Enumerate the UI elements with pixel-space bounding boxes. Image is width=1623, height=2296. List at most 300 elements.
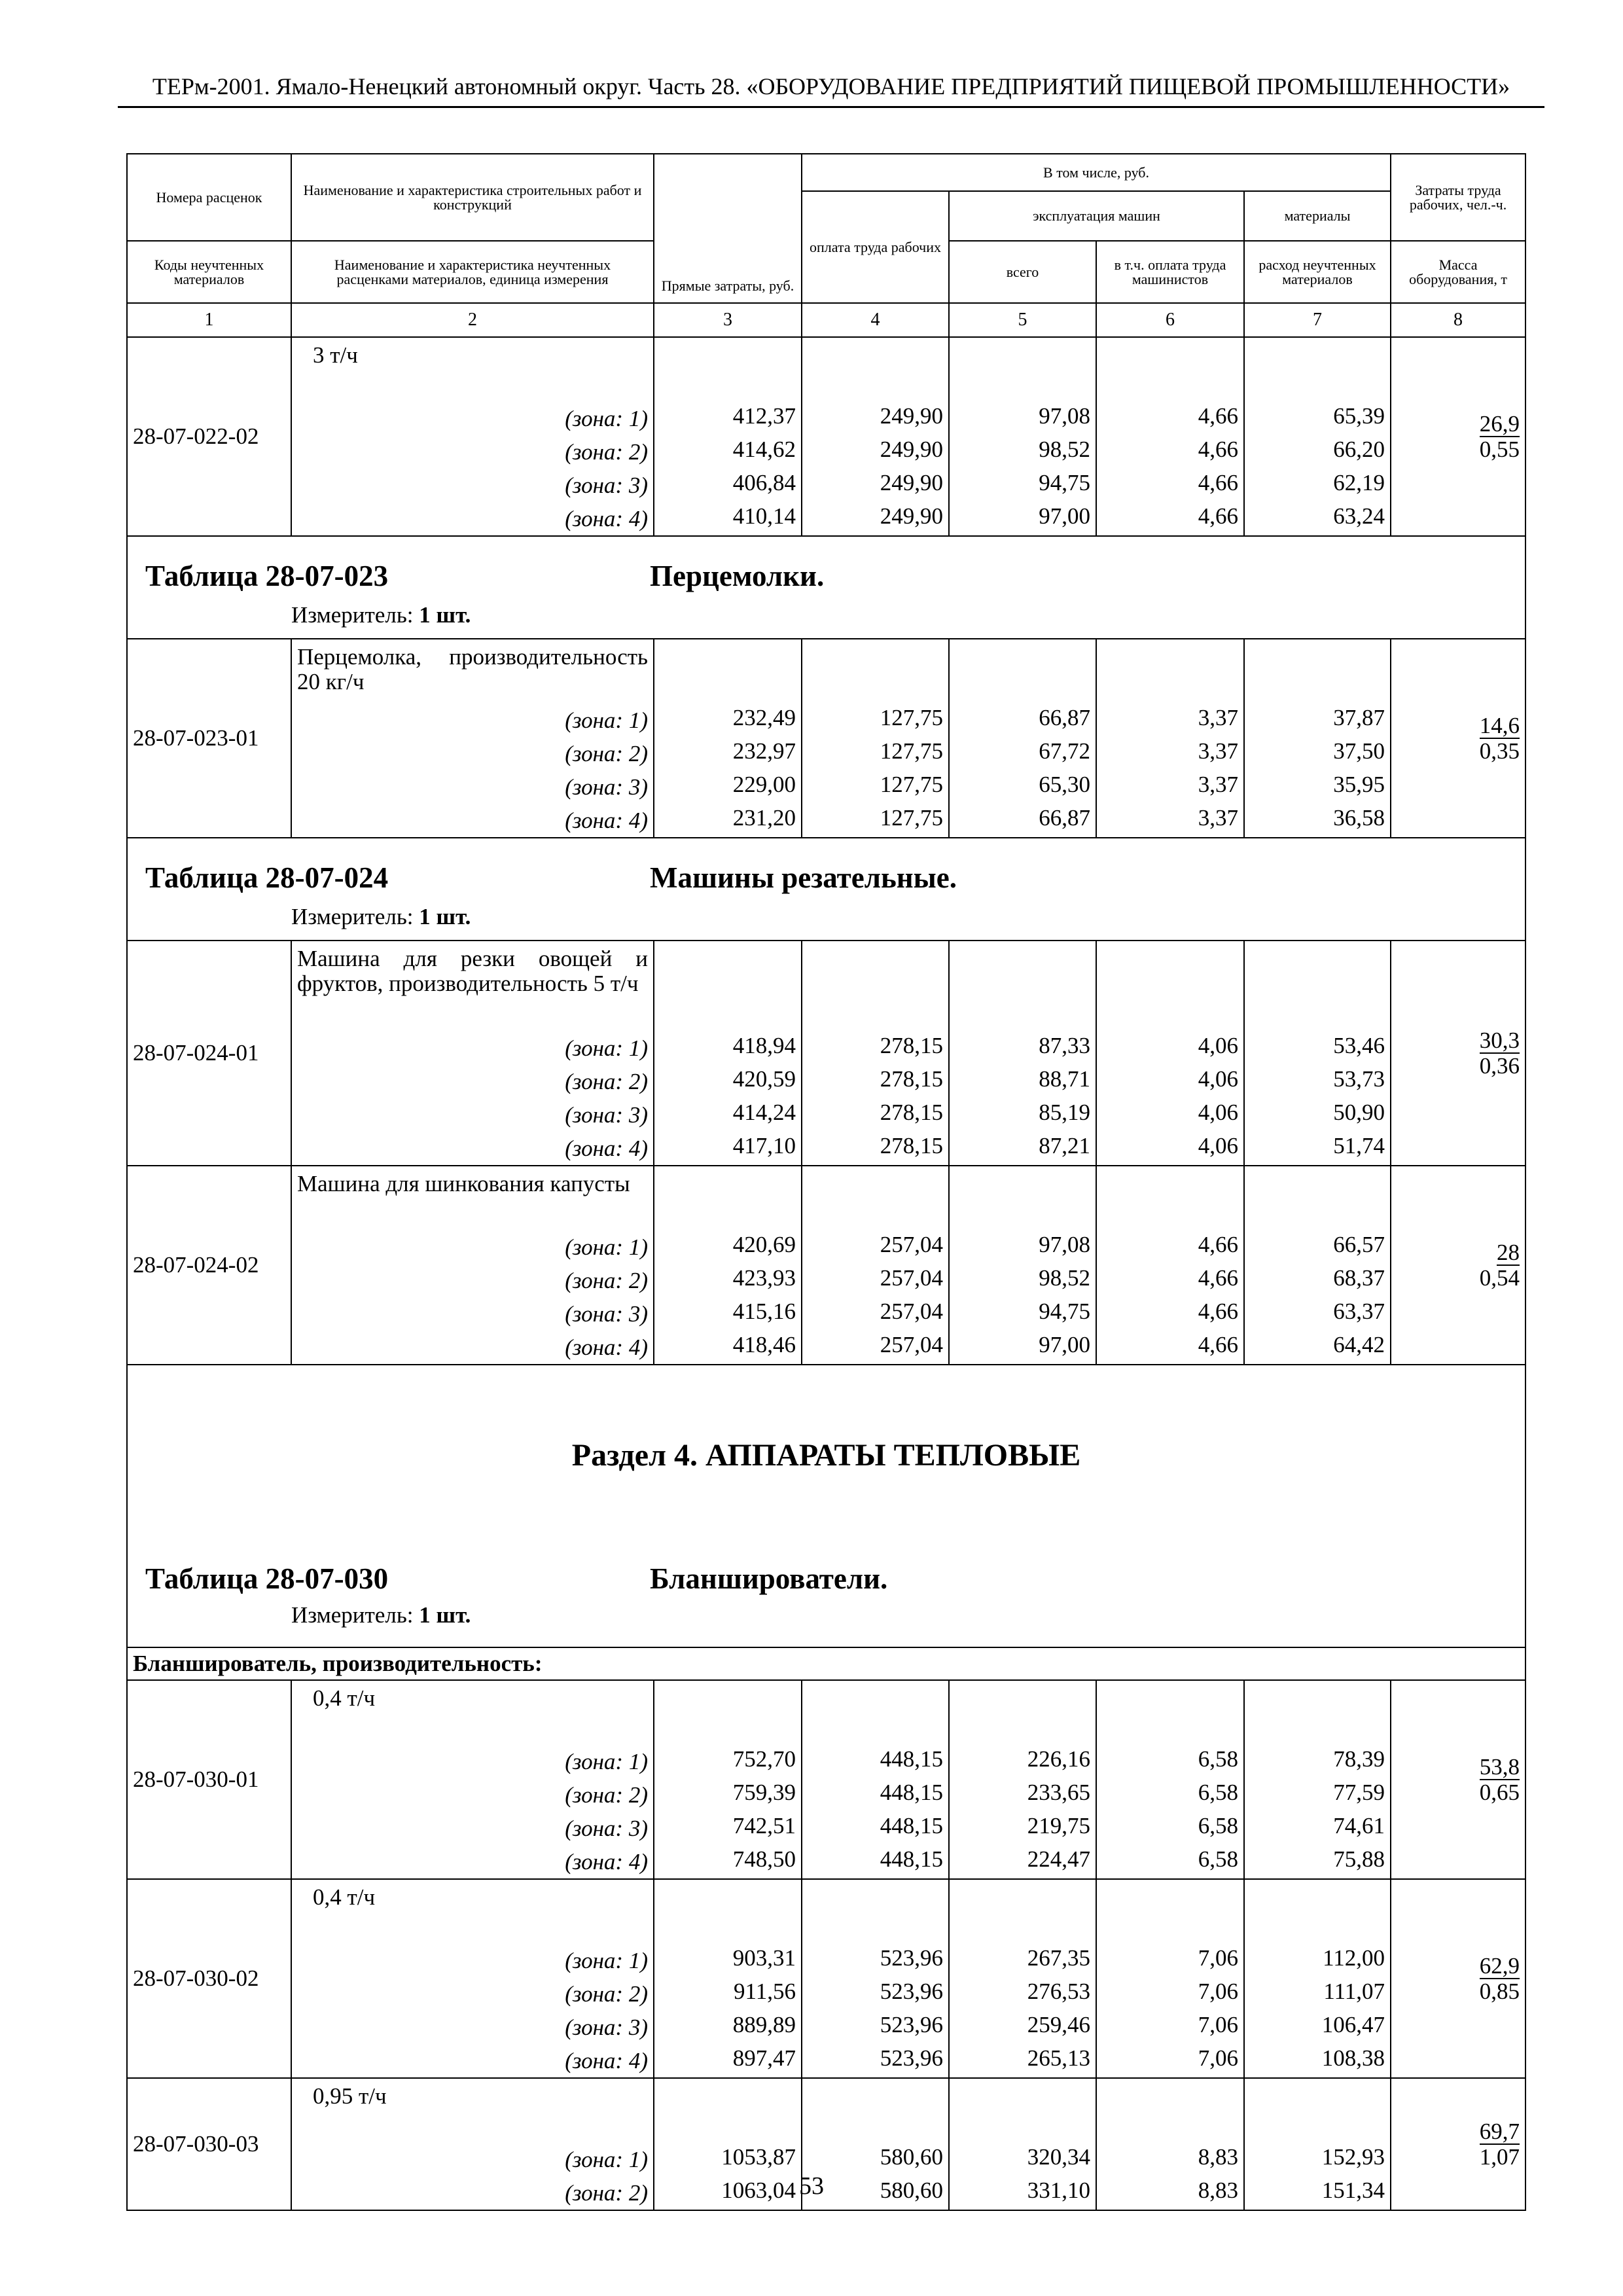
unit-line bbox=[291, 1602, 471, 1628]
table-title-cell bbox=[127, 838, 1525, 941]
spacer bbox=[808, 340, 943, 399]
cost-value: 276,53 bbox=[1027, 1979, 1090, 2004]
column-number: 5 bbox=[949, 303, 1096, 337]
cost-value: 87,21 bbox=[1039, 1133, 1090, 1158]
cost-value: 50,90 bbox=[1333, 1100, 1385, 1125]
cost-value: 224,47 bbox=[1027, 1846, 1090, 1872]
zone-label: (зона: 3) bbox=[565, 1301, 648, 1327]
cost-value: 1063,04 bbox=[721, 2178, 796, 2203]
spacer bbox=[808, 1683, 943, 1742]
cost-value: 65,39 bbox=[1333, 403, 1385, 429]
spacer bbox=[955, 642, 1090, 701]
cost-value: 423,93 bbox=[732, 1265, 796, 1291]
cost-value: 151,34 bbox=[1321, 2178, 1385, 2203]
cost-value: 4,06 bbox=[1198, 1133, 1238, 1158]
zone-label: (зона: 3) bbox=[565, 1816, 648, 1841]
value-column-7 bbox=[1244, 1166, 1391, 1365]
equipment-mass-value: 0,55 bbox=[1479, 437, 1520, 462]
cost-value: 897,47 bbox=[732, 2045, 796, 2071]
cost-value: 249,90 bbox=[880, 503, 943, 529]
zone-label: (зона: 4) bbox=[565, 506, 648, 531]
value-column-3 bbox=[654, 1879, 802, 2078]
zone-label: (зона: 3) bbox=[565, 1102, 648, 1128]
cost-value: 278,15 bbox=[880, 1066, 943, 1092]
cost-value: 3,37 bbox=[1198, 738, 1238, 764]
spacer bbox=[1102, 642, 1238, 701]
unit-value: 1 шт. bbox=[419, 1602, 471, 1628]
zone-label: (зона: 4) bbox=[565, 808, 648, 833]
header-codes: Номера расценок bbox=[127, 154, 291, 241]
zone-label: (зона: 4) bbox=[565, 1136, 648, 1161]
cost-value: 4,06 bbox=[1198, 1066, 1238, 1092]
rate-row bbox=[127, 1166, 1525, 1365]
labor-costs-value: 53,8 bbox=[1479, 1754, 1520, 1780]
labor-mass-cell bbox=[1391, 1879, 1525, 2078]
labor-costs-value: 28 bbox=[1497, 1240, 1520, 1265]
cost-value: 265,13 bbox=[1027, 2045, 1090, 2071]
rate-code: 28-07-022-02 bbox=[127, 337, 291, 536]
value-column-5 bbox=[949, 337, 1096, 536]
cost-value: 8,83 bbox=[1198, 2178, 1238, 2203]
unit-value: 1 шт. bbox=[419, 904, 471, 929]
rate-name: Машина для шинкования капусты bbox=[297, 1171, 630, 1196]
value-column-3 bbox=[654, 1166, 802, 1365]
table-title-row bbox=[127, 536, 1525, 639]
rate-code: 28-07-023-01 bbox=[127, 639, 291, 838]
value-column-4 bbox=[802, 941, 949, 1166]
table-number: Таблица 28-07-030 bbox=[145, 1562, 389, 1595]
cost-value: 7,06 bbox=[1198, 1979, 1238, 2004]
spacer bbox=[1250, 340, 1385, 399]
rate-description-cell bbox=[291, 337, 654, 536]
labor-costs-value: 62,9 bbox=[1479, 1953, 1520, 1979]
group-label: Бланширователь, производительность: bbox=[127, 1647, 1525, 1680]
column-number: 1 bbox=[127, 303, 291, 337]
value-column-7 bbox=[1244, 639, 1391, 838]
zone-label: (зона: 2) bbox=[565, 1069, 648, 1094]
zone-label: (зона: 3) bbox=[565, 774, 648, 800]
cost-value: 4,66 bbox=[1198, 503, 1238, 529]
cost-value: 6,58 bbox=[1198, 1780, 1238, 1805]
spacer bbox=[808, 944, 943, 1029]
group-row bbox=[127, 1647, 1525, 1680]
value-column-3 bbox=[654, 941, 802, 1166]
value-column-5 bbox=[949, 639, 1096, 838]
cost-value: 3,37 bbox=[1198, 705, 1238, 730]
value-column-4 bbox=[802, 1166, 949, 1365]
cost-value: 37,50 bbox=[1333, 738, 1385, 764]
cost-value: 249,90 bbox=[880, 470, 943, 495]
cost-value: 415,16 bbox=[732, 1299, 796, 1324]
header-name: Наименование и характеристика строительных работ и конструкций bbox=[291, 154, 654, 241]
cost-value: 127,75 bbox=[880, 738, 943, 764]
rates-table bbox=[126, 153, 1526, 2211]
cost-value: 889,89 bbox=[732, 2012, 796, 2037]
unit-line bbox=[291, 904, 471, 930]
value-column-6 bbox=[1096, 1680, 1244, 1879]
header-unaccounted-materials: расход неучтенных материалов bbox=[1244, 241, 1391, 303]
labor-costs-value: 26,9 bbox=[1479, 411, 1520, 437]
value-column-3 bbox=[654, 639, 802, 838]
rate-name: 0,95 т/ч bbox=[313, 2083, 387, 2109]
spacer bbox=[808, 1169, 943, 1228]
rate-row bbox=[127, 1879, 1525, 2078]
header-operators-pay: в т.ч. оплата труда машинистов bbox=[1096, 241, 1244, 303]
cost-value: 63,24 bbox=[1333, 503, 1385, 529]
rate-row bbox=[127, 639, 1525, 838]
cost-value: 257,04 bbox=[880, 1299, 943, 1324]
cost-value: 523,96 bbox=[880, 1945, 943, 1971]
cost-value: 406,84 bbox=[732, 470, 796, 495]
zone-label: (зона: 1) bbox=[565, 1948, 648, 1973]
cost-value: 68,37 bbox=[1333, 1265, 1385, 1291]
spacer bbox=[1102, 1169, 1238, 1228]
cost-value: 278,15 bbox=[880, 1133, 943, 1158]
rate-description-cell bbox=[291, 639, 654, 838]
cost-value: 51,74 bbox=[1333, 1133, 1385, 1158]
value-column-5 bbox=[949, 1879, 1096, 2078]
cost-value: 523,96 bbox=[880, 2045, 943, 2071]
cost-value: 412,37 bbox=[732, 403, 796, 429]
cost-value: 98,52 bbox=[1039, 437, 1090, 462]
cost-value: 759,39 bbox=[732, 1780, 796, 1805]
cost-value: 418,46 bbox=[732, 1332, 796, 1357]
value-column-7 bbox=[1244, 1680, 1391, 1879]
cost-value: 414,62 bbox=[732, 437, 796, 462]
labor-wrapper bbox=[1397, 1754, 1520, 1780]
unit-line bbox=[291, 602, 471, 628]
spacer bbox=[955, 1169, 1090, 1228]
cost-value: 152,93 bbox=[1321, 2144, 1385, 2170]
unit-label: Измеритель: bbox=[291, 602, 414, 628]
spacer bbox=[1250, 944, 1385, 1029]
cost-value: 4,66 bbox=[1198, 1299, 1238, 1324]
labor-costs-value: 69,7 bbox=[1479, 2119, 1520, 2144]
header-equipment-mass: Масса оборудования, т bbox=[1391, 241, 1525, 303]
spacer bbox=[660, 1882, 796, 1941]
zone-label: (зона: 2) bbox=[565, 741, 648, 766]
spacer bbox=[955, 340, 1090, 399]
cost-value: 226,16 bbox=[1027, 1746, 1090, 1772]
equipment-mass-value: 0,85 bbox=[1479, 1979, 1520, 2004]
header-total: всего bbox=[949, 241, 1096, 303]
rate-name: Машина для резки овощей и фруктов, производительность 5 т/ч bbox=[297, 946, 648, 996]
cost-value: 6,58 bbox=[1198, 1846, 1238, 1872]
labor-costs-value: 14,6 bbox=[1479, 713, 1520, 738]
spacer bbox=[808, 2081, 943, 2140]
header-materials: материалы bbox=[1244, 191, 1391, 241]
spacer bbox=[1250, 2081, 1385, 2140]
spacer bbox=[808, 642, 943, 701]
cost-value: 523,96 bbox=[880, 2012, 943, 2037]
cost-value: 257,04 bbox=[880, 1232, 943, 1257]
zone-label: (зона: 1) bbox=[565, 1035, 648, 1061]
cost-value: 3,37 bbox=[1198, 772, 1238, 797]
equipment-mass-value: 0,65 bbox=[1479, 1780, 1520, 1805]
zone-label: (зона: 2) bbox=[565, 439, 648, 465]
cost-value: 232,49 bbox=[732, 705, 796, 730]
cost-value: 267,35 bbox=[1027, 1945, 1090, 1971]
cost-value: 4,66 bbox=[1198, 1232, 1238, 1257]
value-column-4 bbox=[802, 1879, 949, 2078]
unit-value: 1 шт. bbox=[419, 602, 471, 628]
cost-value: 77,59 bbox=[1333, 1780, 1385, 1805]
spacer bbox=[955, 1683, 1090, 1742]
rate-name: Перцемолка, производительность 20 кг/ч bbox=[297, 644, 648, 694]
running-header: ТЕРм-2001. Ямало-Ненецкий автономный округ. Часть 28. «ОБОРУДОВАНИЕ ПРЕДПРИЯТИЙ ПИЩЕВОЙ ПРОМЫШЛЕННОСТИ» bbox=[152, 73, 1510, 99]
column-number: 3 bbox=[654, 303, 802, 337]
value-column-3 bbox=[654, 337, 802, 536]
table-title-row bbox=[127, 1365, 1525, 1647]
labor-wrapper bbox=[1397, 2119, 1520, 2145]
cost-value: 448,15 bbox=[880, 1780, 943, 1805]
rate-code: 28-07-030-03 bbox=[127, 2078, 291, 2210]
cost-value: 98,52 bbox=[1039, 1265, 1090, 1291]
zone-label: (зона: 1) bbox=[565, 708, 648, 733]
rate-row bbox=[127, 337, 1525, 536]
column-number: 6 bbox=[1096, 303, 1244, 337]
cost-value: 414,24 bbox=[732, 1100, 796, 1125]
spacer bbox=[1102, 340, 1238, 399]
header-including: В том числе, руб. bbox=[802, 154, 1391, 191]
spacer bbox=[660, 2081, 796, 2140]
cost-value: 259,46 bbox=[1027, 2012, 1090, 2037]
cost-value: 78,39 bbox=[1333, 1746, 1385, 1772]
cost-value: 6,58 bbox=[1198, 1746, 1238, 1772]
spacer bbox=[1102, 2081, 1238, 2140]
value-column-6 bbox=[1096, 1879, 1244, 2078]
zone-label: (зона: 1) bbox=[565, 2147, 648, 2172]
table-title-row bbox=[127, 838, 1525, 941]
cost-value: 320,34 bbox=[1027, 2144, 1090, 2170]
cost-value: 278,15 bbox=[880, 1100, 943, 1125]
spacer bbox=[660, 944, 796, 1029]
cost-value: 4,66 bbox=[1198, 470, 1238, 495]
cost-value: 6,58 bbox=[1198, 1813, 1238, 1839]
cost-value: 66,57 bbox=[1333, 1232, 1385, 1257]
cost-value: 911,56 bbox=[734, 1979, 796, 2004]
cost-value: 111,07 bbox=[1323, 1979, 1385, 2004]
cost-value: 903,31 bbox=[732, 1945, 796, 1971]
section-title: Раздел 4. АППАРАТЫ ТЕПЛОВЫЕ bbox=[571, 1438, 1081, 1473]
cost-value: 108,38 bbox=[1321, 2045, 1385, 2071]
column-number: 4 bbox=[802, 303, 949, 337]
cost-value: 580,60 bbox=[880, 2144, 943, 2170]
value-column-5 bbox=[949, 941, 1096, 1166]
cost-value: 580,60 bbox=[880, 2178, 943, 2203]
labor-wrapper bbox=[1397, 411, 1520, 437]
cost-value: 106,47 bbox=[1321, 2012, 1385, 2037]
cost-value: 752,70 bbox=[732, 1746, 796, 1772]
cost-value: 257,04 bbox=[880, 1332, 943, 1357]
labor-wrapper bbox=[1397, 713, 1520, 739]
labor-mass-cell bbox=[1391, 941, 1525, 1166]
zone-label: (зона: 1) bbox=[565, 1749, 648, 1774]
cost-value: 7,06 bbox=[1198, 2012, 1238, 2037]
value-column-6 bbox=[1096, 639, 1244, 838]
zone-label: (зона: 2) bbox=[565, 1268, 648, 1293]
value-column-6 bbox=[1096, 1166, 1244, 1365]
column-number: 7 bbox=[1244, 303, 1391, 337]
cost-value: 232,97 bbox=[732, 738, 796, 764]
rate-code: 28-07-024-02 bbox=[127, 1166, 291, 1365]
header-name-sub: Наименование и характеристика неучтенных расценками материалов, единица измерения bbox=[291, 241, 654, 303]
header-labor-costs: Затраты труда рабочих, чел.-ч. bbox=[1391, 154, 1525, 241]
cost-value: 97,00 bbox=[1039, 503, 1090, 529]
cost-value: 748,50 bbox=[732, 1846, 796, 1872]
spacer bbox=[955, 1882, 1090, 1941]
cost-value: 64,42 bbox=[1333, 1332, 1385, 1357]
rate-description-cell bbox=[291, 1680, 654, 1879]
rate-code: 28-07-030-01 bbox=[127, 1680, 291, 1879]
rate-description-cell bbox=[291, 941, 654, 1166]
cost-value: 417,10 bbox=[732, 1133, 796, 1158]
equipment-mass-value: 0,35 bbox=[1479, 738, 1520, 764]
spacer bbox=[1250, 1882, 1385, 1941]
table-title: Перцемолки. bbox=[650, 560, 825, 592]
header-direct-costs: Прямые затраты, руб. bbox=[654, 154, 802, 303]
cost-value: 448,15 bbox=[880, 1746, 943, 1772]
zone-label: (зона: 3) bbox=[565, 473, 648, 498]
cost-value: 62,19 bbox=[1333, 470, 1385, 495]
table-title-cell bbox=[127, 536, 1525, 639]
value-column-4 bbox=[802, 639, 949, 838]
table-title: Бланширователи. bbox=[650, 1562, 888, 1595]
labor-costs-value: 30,3 bbox=[1479, 1028, 1520, 1053]
zone-label: (зона: 4) bbox=[565, 2048, 648, 2073]
page-number: 53 bbox=[799, 2172, 824, 2200]
value-column-7 bbox=[1244, 941, 1391, 1166]
value-column-3 bbox=[654, 1680, 802, 1879]
spacer bbox=[955, 2081, 1090, 2140]
cost-value: 35,95 bbox=[1333, 772, 1385, 797]
header-codes-sub: Коды неучтенных материалов bbox=[127, 241, 291, 303]
cost-value: 249,90 bbox=[880, 437, 943, 462]
cost-value: 97,08 bbox=[1039, 403, 1090, 429]
cost-value: 112,00 bbox=[1323, 1945, 1385, 1971]
cost-value: 410,14 bbox=[732, 503, 796, 529]
rate-name: 3 т/ч bbox=[313, 342, 358, 368]
spacer bbox=[660, 1169, 796, 1228]
cost-value: 88,71 bbox=[1039, 1066, 1090, 1092]
cost-value: 4,66 bbox=[1198, 1332, 1238, 1357]
cost-value: 66,87 bbox=[1039, 705, 1090, 730]
table-title-block bbox=[128, 838, 1525, 940]
equipment-mass-value: 1,07 bbox=[1479, 2144, 1520, 2170]
header-machine-ops: эксплуатация машин bbox=[949, 191, 1244, 241]
rate-row bbox=[127, 1680, 1525, 1879]
cost-value: 420,59 bbox=[732, 1066, 796, 1092]
cost-value: 1053,87 bbox=[721, 2144, 796, 2170]
zone-label: (зона: 2) bbox=[565, 1981, 648, 2007]
column-number: 8 bbox=[1391, 303, 1525, 337]
cost-value: 87,33 bbox=[1039, 1033, 1090, 1058]
table-title-block bbox=[128, 537, 1525, 638]
cost-value: 7,06 bbox=[1198, 2045, 1238, 2071]
zone-label: (зона: 2) bbox=[565, 2180, 648, 2206]
value-column-6 bbox=[1096, 941, 1244, 1166]
cost-value: 85,19 bbox=[1039, 1100, 1090, 1125]
spacer bbox=[660, 642, 796, 701]
cost-value: 523,96 bbox=[880, 1979, 943, 2004]
value-column-5 bbox=[949, 1680, 1096, 1879]
spacer bbox=[660, 340, 796, 399]
value-column-7 bbox=[1244, 1879, 1391, 2078]
labor-mass-cell bbox=[1391, 1166, 1525, 1365]
header-rule bbox=[118, 106, 1544, 108]
cost-value: 36,58 bbox=[1333, 805, 1385, 831]
table-number: Таблица 28-07-023 bbox=[145, 560, 389, 592]
cost-value: 249,90 bbox=[880, 403, 943, 429]
cost-value: 231,20 bbox=[732, 805, 796, 831]
labor-mass-cell bbox=[1391, 639, 1525, 838]
cost-value: 65,30 bbox=[1039, 772, 1090, 797]
cost-value: 448,15 bbox=[880, 1813, 943, 1839]
cost-value: 127,75 bbox=[880, 805, 943, 831]
zone-label: (зона: 4) bbox=[565, 1849, 648, 1874]
cost-value: 4,66 bbox=[1198, 1265, 1238, 1291]
cost-value: 97,08 bbox=[1039, 1232, 1090, 1257]
labor-mass-cell bbox=[1391, 1680, 1525, 1879]
cost-value: 7,06 bbox=[1198, 1945, 1238, 1971]
spacer bbox=[660, 1683, 796, 1742]
value-column-5 bbox=[949, 1166, 1096, 1365]
cost-value: 53,46 bbox=[1333, 1033, 1385, 1058]
column-number: 2 bbox=[291, 303, 654, 337]
cost-value: 8,83 bbox=[1198, 2144, 1238, 2170]
spacer bbox=[955, 944, 1090, 1029]
cost-value: 4,66 bbox=[1198, 403, 1238, 429]
spacer bbox=[1102, 1683, 1238, 1742]
cost-value: 3,37 bbox=[1198, 805, 1238, 831]
table-title-block bbox=[128, 1365, 1525, 1647]
cost-value: 53,73 bbox=[1333, 1066, 1385, 1092]
rate-row bbox=[127, 941, 1525, 1166]
zone-label: (зона: 1) bbox=[565, 1234, 648, 1260]
zone-label: (зона: 4) bbox=[565, 1335, 648, 1360]
value-column-4 bbox=[802, 337, 949, 536]
cost-value: 67,72 bbox=[1039, 738, 1090, 764]
cost-value: 4,66 bbox=[1198, 437, 1238, 462]
cost-value: 742,51 bbox=[732, 1813, 796, 1839]
cost-value: 229,00 bbox=[732, 772, 796, 797]
cost-value: 4,06 bbox=[1198, 1033, 1238, 1058]
header-labor-pay: оплата труда рабочих bbox=[802, 191, 949, 303]
equipment-mass-value: 0,36 bbox=[1479, 1053, 1520, 1079]
spacer bbox=[808, 1882, 943, 1941]
zone-label: (зона: 3) bbox=[565, 2015, 648, 2040]
cost-value: 127,75 bbox=[880, 772, 943, 797]
cost-value: 233,65 bbox=[1027, 1780, 1090, 1805]
table-title-cell bbox=[127, 1365, 1525, 1647]
cost-value: 257,04 bbox=[880, 1265, 943, 1291]
cost-value: 97,00 bbox=[1039, 1332, 1090, 1357]
cost-value: 66,87 bbox=[1039, 805, 1090, 831]
zone-label: (зона: 1) bbox=[565, 406, 648, 431]
labor-wrapper bbox=[1397, 1240, 1520, 1266]
cost-value: 94,75 bbox=[1039, 470, 1090, 495]
cost-value: 418,94 bbox=[732, 1033, 796, 1058]
unit-label: Измеритель: bbox=[291, 904, 414, 929]
cost-value: 94,75 bbox=[1039, 1299, 1090, 1324]
rate-description-cell bbox=[291, 1166, 654, 1365]
rate-code: 28-07-024-01 bbox=[127, 941, 291, 1166]
value-column-6 bbox=[1096, 337, 1244, 536]
spacer bbox=[1102, 1882, 1238, 1941]
value-column-7 bbox=[1244, 337, 1391, 536]
cost-value: 448,15 bbox=[880, 1846, 943, 1872]
rate-name: 0,4 т/ч bbox=[313, 1685, 376, 1711]
